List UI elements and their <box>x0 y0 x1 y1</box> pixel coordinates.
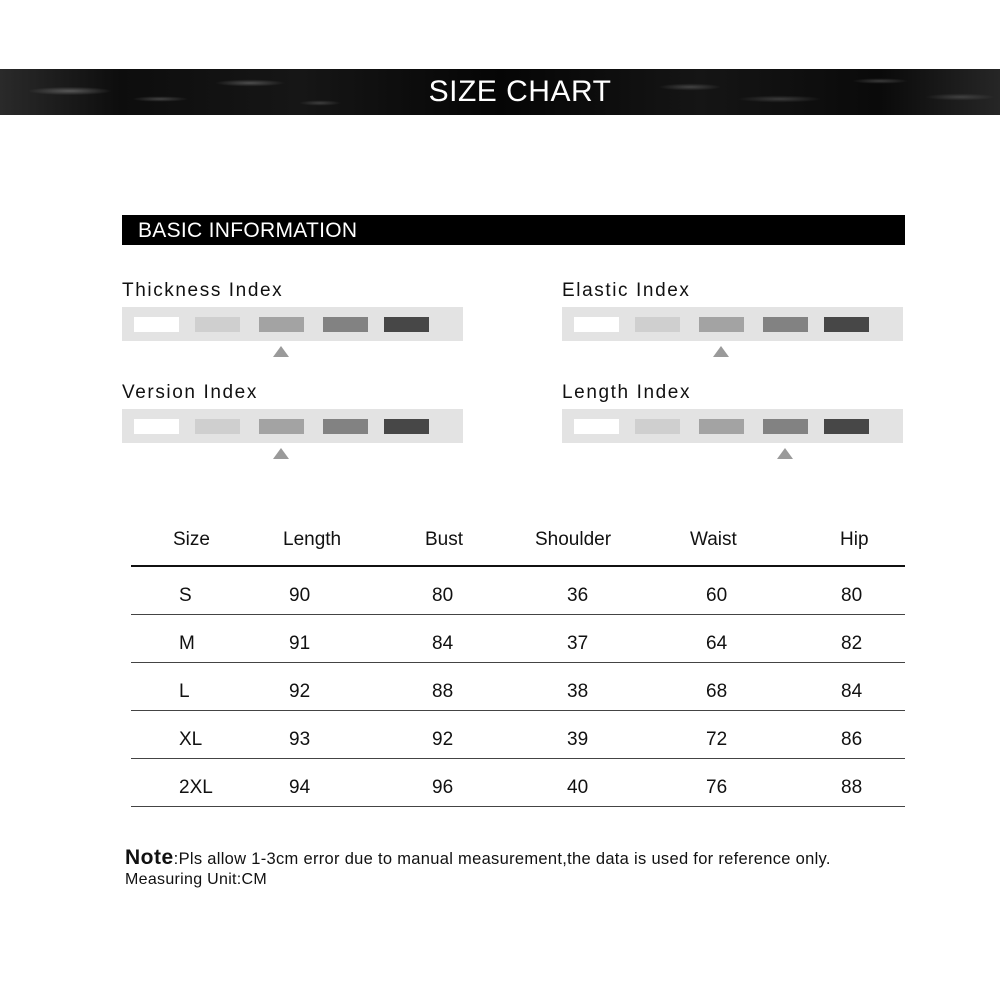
scale-swatch-4 <box>763 317 808 332</box>
hip-cell: 82 <box>841 633 863 654</box>
scale-swatch-5 <box>384 419 429 434</box>
level-pointer-icon <box>777 448 793 459</box>
column-header-bust: Bust <box>425 529 464 550</box>
scale-swatch-2 <box>195 419 240 434</box>
hip-cell: 88 <box>841 777 863 798</box>
hip-cell: 84 <box>841 681 863 702</box>
size-cell: XL <box>179 729 203 750</box>
waist-cell: 68 <box>706 681 728 702</box>
shoulder-cell: 39 <box>567 729 589 750</box>
length-cell: 91 <box>289 633 311 654</box>
level-pointer-icon <box>273 448 289 459</box>
note-separator: : <box>173 850 179 868</box>
column-header-waist: Waist <box>690 529 737 550</box>
table-row <box>131 567 905 615</box>
waist-cell: 72 <box>706 729 728 750</box>
waist-cell: 76 <box>706 777 728 798</box>
table-row <box>131 759 905 807</box>
length-cell: 92 <box>289 681 311 702</box>
size-cell: L <box>179 681 190 702</box>
scale-swatch-1 <box>574 317 619 332</box>
banner-title: SIZE CHART <box>428 75 612 108</box>
index-label: Version Index <box>122 382 258 403</box>
bust-cell: 96 <box>432 777 454 798</box>
scale-swatch-1 <box>134 317 179 332</box>
size-cell: 2XL <box>179 777 213 798</box>
bust-cell: 88 <box>432 681 454 702</box>
table-header-row <box>131 520 905 567</box>
size-cell: S <box>179 585 192 606</box>
hip-cell: 80 <box>841 585 863 606</box>
scale-swatch-4 <box>323 317 368 332</box>
column-header-shoulder: Shoulder <box>535 529 612 550</box>
size-table <box>131 520 905 807</box>
index-label: Thickness Index <box>122 280 284 301</box>
measuring-unit: Measuring Unit:CM <box>125 871 268 888</box>
basic-information-header <box>122 215 905 245</box>
scale-swatch-4 <box>763 419 808 434</box>
index-scale <box>122 409 463 443</box>
measurement-note <box>125 846 985 889</box>
bust-cell: 92 <box>432 729 454 750</box>
scale-swatch-3 <box>259 419 304 434</box>
note-label: Note <box>125 846 174 869</box>
waist-cell: 60 <box>706 585 728 606</box>
length-cell: 93 <box>289 729 311 750</box>
scale-swatch-3 <box>699 317 744 332</box>
level-pointer-icon <box>713 346 729 357</box>
note-line <box>125 846 985 870</box>
index-scale <box>562 409 903 443</box>
column-header-hip: Hip <box>840 529 869 550</box>
scale-swatch-2 <box>635 419 680 434</box>
index-scale <box>122 307 463 341</box>
scale-swatch-4 <box>323 419 368 434</box>
size-cell: M <box>179 633 195 654</box>
column-header-size: Size <box>173 529 210 550</box>
note-text: Pls allow 1-3cm error due to manual measurement,the data is used for reference only. <box>178 850 831 868</box>
index-label: Length Index <box>562 382 692 403</box>
shoulder-cell: 40 <box>567 777 589 798</box>
size-chart-banner <box>0 69 1000 115</box>
shoulder-cell: 36 <box>567 585 589 606</box>
shoulder-cell: 38 <box>567 681 589 702</box>
scale-swatch-1 <box>134 419 179 434</box>
index-label: Elastic Index <box>562 280 691 301</box>
section-title: BASIC INFORMATION <box>138 219 358 242</box>
table-row <box>131 615 905 663</box>
scale-swatch-3 <box>259 317 304 332</box>
scale-swatch-2 <box>195 317 240 332</box>
scale-swatch-2 <box>635 317 680 332</box>
scale-swatch-5 <box>824 317 869 332</box>
scale-swatch-5 <box>384 317 429 332</box>
length-cell: 94 <box>289 777 311 798</box>
scale-swatch-1 <box>574 419 619 434</box>
waist-cell: 64 <box>706 633 728 654</box>
hip-cell: 86 <box>841 729 863 750</box>
scale-swatch-3 <box>699 419 744 434</box>
length-cell: 90 <box>289 585 311 606</box>
bust-cell: 84 <box>432 633 454 654</box>
scale-swatch-5 <box>824 419 869 434</box>
level-pointer-icon <box>273 346 289 357</box>
table-row <box>131 711 905 759</box>
index-scale <box>562 307 903 341</box>
shoulder-cell: 37 <box>567 633 589 654</box>
column-header-length: Length <box>283 529 342 550</box>
bust-cell: 80 <box>432 585 454 606</box>
table-row <box>131 663 905 711</box>
